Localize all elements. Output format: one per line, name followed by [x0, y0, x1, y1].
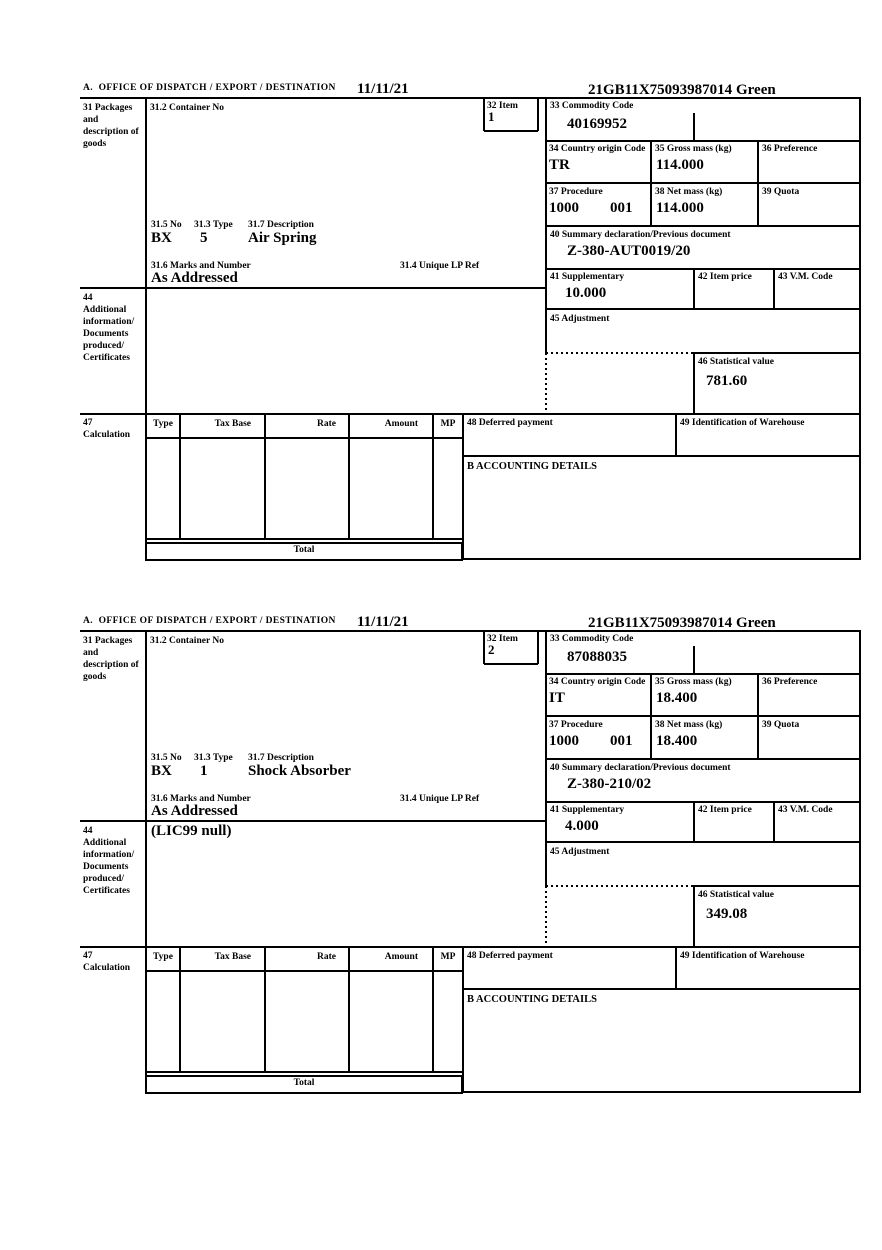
- box31-5-no-label: 31.5 No: [151, 220, 182, 230]
- box47-label-text: Calculation: [83, 430, 130, 440]
- box45-adjustment-label: 45 Adjustment: [550, 847, 610, 857]
- box37-procedure-code: 1000: [549, 733, 579, 749]
- calc-total-label: Total: [293, 1078, 315, 1088]
- box46-statistical-label: 46 Statistical value: [698, 357, 774, 367]
- box43-vm-code-label: 43 V.M. Code: [778, 805, 833, 815]
- box35-gross-mass-label: 35 Gross mass (kg): [655, 677, 732, 687]
- calc-col-type: Type: [153, 952, 173, 962]
- box41-supplementary-units: 10.000: [565, 285, 607, 301]
- box32-item-label: 32 Item: [487, 101, 518, 111]
- marks-and-number: As Addressed: [151, 270, 238, 286]
- box38-net-mass-label: 38 Net mass (kg): [655, 187, 723, 197]
- box31-3-type-label: 31.3 Type: [194, 753, 233, 763]
- box46-statistical-value: 781.60: [706, 373, 748, 389]
- box37-procedure-label: 37 Procedure: [549, 720, 603, 730]
- item-form-2: [0, 613, 882, 1095]
- calc-col-tax-base: Tax Base: [214, 419, 251, 429]
- box34-origin-code: TR: [549, 157, 570, 173]
- office-of-dispatch-label: A. OFFICE OF DISPATCH / EXPORT / DESTINATION: [83, 616, 336, 626]
- box42-item-price-label: 42 Item price: [698, 272, 752, 282]
- routing-status: Green: [736, 615, 776, 631]
- box38-net-mass: 18.400: [656, 733, 698, 749]
- calc-col-tax-base: Tax Base: [214, 952, 251, 962]
- box48-deferred-payment-label: 48 Deferred payment: [467, 951, 553, 961]
- box33-commodity-label: 33 Commodity Code: [550, 634, 634, 644]
- calc-col-mp: MP: [440, 952, 456, 962]
- box33-commodity-code: 87088035: [567, 649, 627, 665]
- package-type: 5: [200, 230, 208, 246]
- box38-net-mass-label: 38 Net mass (kg): [655, 720, 723, 730]
- box34-origin-label: 34 Country origin Code: [549, 677, 646, 687]
- box37-procedure-code: 1000: [549, 200, 579, 216]
- box44-label-text: Additional information/ Documents produced/ Certificates: [83, 305, 135, 363]
- box31-5-no-label: 31.5 No: [151, 753, 182, 763]
- box36-preference-label: 36 Preference: [762, 677, 818, 687]
- box34-origin-code: IT: [549, 690, 565, 706]
- box41-supplementary-units: 4.000: [565, 818, 599, 834]
- box31-4-lp-ref-label: 31.4 Unique LP Ref: [400, 794, 480, 804]
- box42-item-price-label: 42 Item price: [698, 805, 752, 815]
- box31-7-description-label: 31.7 Description: [248, 220, 314, 230]
- package-type: 1: [200, 763, 208, 779]
- box44-label-number: 44: [83, 293, 93, 303]
- box39-quota-label: 39 Quota: [762, 187, 800, 197]
- routing-status: Green: [736, 82, 776, 98]
- box40-previous-document-label: 40 Summary declaration/Previous document: [550, 763, 731, 773]
- box49-warehouse-label: 49 Identification of Warehouse: [680, 418, 805, 428]
- box35-gross-mass: 114.000: [656, 157, 704, 173]
- box49-warehouse-label: 49 Identification of Warehouse: [680, 951, 805, 961]
- box40-previous-document-label: 40 Summary declaration/Previous document: [550, 230, 731, 240]
- box32-item-number: 1: [488, 109, 495, 124]
- goods-description: Air Spring: [248, 230, 317, 246]
- box48-deferred-payment-label: 48 Deferred payment: [467, 418, 553, 428]
- box31-4-lp-ref-label: 31.4 Unique LP Ref: [400, 261, 480, 271]
- box44-label-number: 44: [83, 826, 93, 836]
- box33-commodity-code: 40169952: [567, 116, 627, 132]
- office-of-dispatch-label: A. OFFICE OF DISPATCH / EXPORT / DESTINATION: [83, 83, 336, 93]
- package-no: BX: [151, 763, 172, 779]
- box36-preference-label: 36 Preference: [762, 144, 818, 154]
- calc-total-label: Total: [293, 545, 315, 555]
- package-no: BX: [151, 230, 172, 246]
- box31-2-container-label: 31.2 Container No: [150, 636, 224, 646]
- box47-label-number: 47: [83, 951, 93, 961]
- box47-label-number: 47: [83, 418, 93, 428]
- box32-item-number: 2: [488, 642, 495, 657]
- box41-supplementary-label: 41 Supplementary: [550, 805, 625, 815]
- declaration-date: 11/11/21: [357, 81, 409, 97]
- box44-label-text: Additional information/ Documents produced/ Certificates: [83, 838, 135, 896]
- box44-additional-info: (LIC99 null): [151, 823, 232, 839]
- accounting-details-label: B ACCOUNTING DETAILS: [467, 994, 597, 1005]
- box31-label: 31 Packages and description of goods: [83, 103, 139, 149]
- calc-col-type: Type: [153, 419, 173, 429]
- box37-procedure-label: 37 Procedure: [549, 187, 603, 197]
- calc-col-mp: MP: [440, 419, 456, 429]
- box35-gross-mass: 18.400: [656, 690, 698, 706]
- box31-3-type-label: 31.3 Type: [194, 220, 233, 230]
- box38-net-mass: 114.000: [656, 200, 704, 216]
- calc-col-amount: Amount: [384, 419, 418, 429]
- box43-vm-code-label: 43 V.M. Code: [778, 272, 833, 282]
- box45-adjustment-label: 45 Adjustment: [550, 314, 610, 324]
- marks-and-number: As Addressed: [151, 803, 238, 819]
- goods-description: Shock Absorber: [248, 763, 351, 779]
- box40-previous-document: Z-380-AUT0019/20: [567, 243, 691, 259]
- box39-quota-label: 39 Quota: [762, 720, 800, 730]
- mrn-reference: 21GB11X75093987014: [588, 615, 733, 631]
- declaration-date: 11/11/21: [357, 614, 409, 630]
- calc-col-rate: Rate: [317, 952, 336, 962]
- box34-origin-label: 34 Country origin Code: [549, 144, 646, 154]
- box31-7-description-label: 31.7 Description: [248, 753, 314, 763]
- calc-col-rate: Rate: [317, 419, 336, 429]
- box31-2-container-label: 31.2 Container No: [150, 103, 224, 113]
- box37-procedure-ext: 001: [610, 200, 633, 216]
- box35-gross-mass-label: 35 Gross mass (kg): [655, 144, 732, 154]
- box40-previous-document: Z-380-210/02: [567, 776, 652, 792]
- mrn-reference: 21GB11X75093987014: [588, 82, 733, 98]
- box41-supplementary-label: 41 Supplementary: [550, 272, 625, 282]
- box46-statistical-value: 349.08: [706, 906, 748, 922]
- box47-label-text: Calculation: [83, 963, 130, 973]
- box31-6-marks-label: 31.6 Marks and Number: [151, 794, 251, 804]
- box46-statistical-label: 46 Statistical value: [698, 890, 774, 900]
- box31-6-marks-label: 31.6 Marks and Number: [151, 261, 251, 271]
- item-form-1: [0, 80, 882, 562]
- box37-procedure-ext: 001: [610, 733, 633, 749]
- calc-col-amount: Amount: [384, 952, 418, 962]
- box31-label: 31 Packages and description of goods: [83, 636, 139, 682]
- box33-commodity-label: 33 Commodity Code: [550, 101, 634, 111]
- accounting-details-label: B ACCOUNTING DETAILS: [467, 461, 597, 472]
- box32-item-label: 32 Item: [487, 634, 518, 644]
